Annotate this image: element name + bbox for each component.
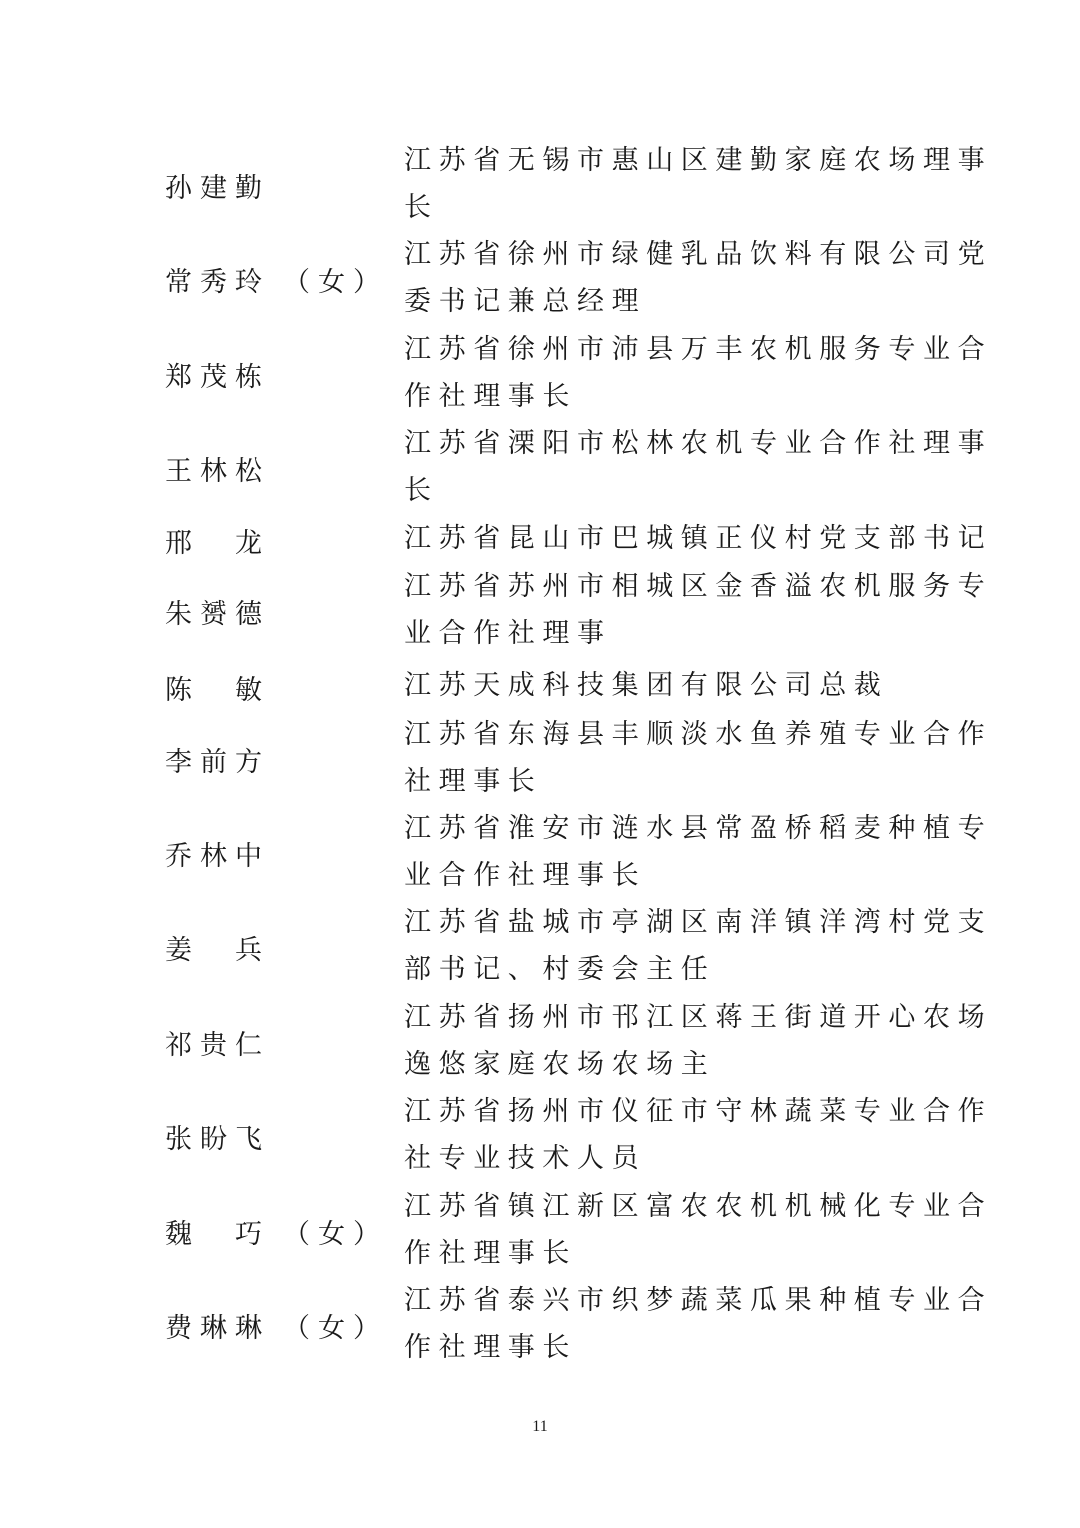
person-name: 郑茂栋 bbox=[165, 362, 270, 393]
title-line: 业合作社理事 bbox=[404, 618, 612, 649]
person-name: 孙建勤 bbox=[165, 173, 270, 204]
title-line: 江苏省扬州市邗江区蒋王街道开心农场 bbox=[404, 1002, 993, 1033]
page-number: 11 bbox=[532, 1418, 548, 1435]
title-line: 江苏省盐城市亭湖区南洋镇洋湾村党支 bbox=[404, 907, 993, 938]
title-line: 江苏省苏州市相城区金香溢农机服务专 bbox=[404, 571, 993, 602]
title-line: 作社理事长 bbox=[404, 1332, 577, 1363]
person-title bbox=[404, 420, 993, 514]
title-line: 社专业技术人员 bbox=[404, 1143, 647, 1174]
title-line: 长 bbox=[404, 475, 439, 506]
person-title bbox=[404, 805, 993, 899]
person-title bbox=[404, 1088, 993, 1182]
gender-note: （女） bbox=[283, 1219, 388, 1250]
person-name: 王林松 bbox=[165, 456, 270, 487]
person-title bbox=[404, 231, 993, 325]
person-title bbox=[404, 326, 993, 420]
title-line: 江苏省徐州市绿健乳品饮料有限公司党 bbox=[404, 239, 993, 270]
person-name: 费琳琳 bbox=[165, 1313, 270, 1344]
title-line: 作社理事长 bbox=[404, 1238, 577, 1269]
person-title bbox=[404, 1183, 993, 1277]
title-line: 逸悠家庭农场农场主 bbox=[404, 1049, 716, 1080]
person-title bbox=[404, 563, 993, 657]
title-line: 江苏省无锡市惠山区建勤家庭农场理事 bbox=[404, 145, 993, 176]
title-line: 江苏省淮安市涟水县常盈桥稻麦种植专 bbox=[404, 813, 993, 844]
person-name: 祁贵仁 bbox=[165, 1030, 270, 1061]
title-line: 部书记、村委会主任 bbox=[404, 954, 716, 985]
person-title bbox=[404, 1277, 993, 1371]
title-line: 江苏天成科技集团有限公司总裁 bbox=[404, 670, 889, 701]
person-name: 魏 巧 bbox=[165, 1219, 270, 1250]
title-line: 江苏省镇江新区富农农机机械化专业合 bbox=[404, 1191, 993, 1222]
person-name: 姜 兵 bbox=[165, 935, 270, 966]
person-name: 常秀玲 bbox=[165, 267, 270, 298]
title-line: 江苏省昆山市巴城镇正仪村党支部书记 bbox=[404, 523, 993, 554]
title-line: 江苏省泰兴市织梦蔬菜瓜果种植专业合 bbox=[404, 1285, 993, 1316]
person-title bbox=[404, 137, 993, 231]
title-line: 业合作社理事长 bbox=[404, 860, 647, 891]
person-title bbox=[404, 515, 993, 562]
title-line: 长 bbox=[404, 192, 439, 223]
person-name: 乔林中 bbox=[165, 841, 270, 872]
title-line: 委书记兼总经理 bbox=[404, 286, 647, 317]
person-title bbox=[404, 662, 934, 709]
title-line: 江苏省东海县丰顺淡水鱼养殖专业合作 bbox=[404, 719, 993, 750]
person-name: 邢 龙 bbox=[165, 528, 270, 559]
person-name: 陈 敏 bbox=[165, 675, 270, 706]
person-title bbox=[404, 994, 993, 1088]
title-line: 江苏省扬州市仪征市守林蔬菜专业合作 bbox=[404, 1096, 993, 1127]
gender-note: （女） bbox=[283, 267, 388, 298]
person-title bbox=[404, 711, 993, 805]
title-line: 社理事长 bbox=[404, 766, 543, 797]
gender-note: （女） bbox=[283, 1313, 388, 1344]
title-line: 江苏省溧阳市松林农机专业合作社理事 bbox=[404, 428, 993, 459]
person-name: 朱赟德 bbox=[165, 599, 270, 630]
title-line: 江苏省徐州市沛县万丰农机服务专业合 bbox=[404, 334, 993, 365]
title-line: 作社理事长 bbox=[404, 381, 577, 412]
person-name: 张盼飞 bbox=[165, 1124, 270, 1155]
person-name: 李前方 bbox=[165, 747, 270, 778]
person-title bbox=[404, 899, 993, 993]
